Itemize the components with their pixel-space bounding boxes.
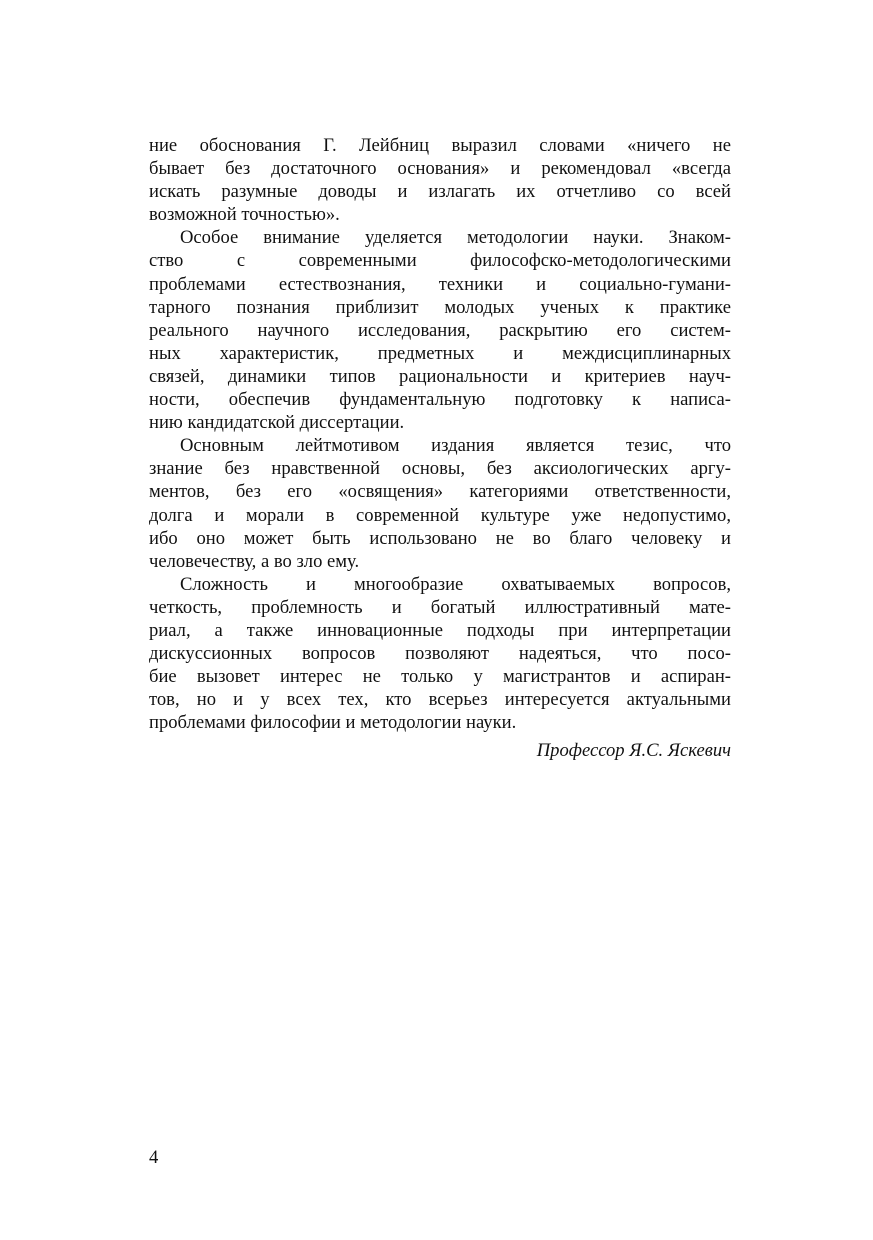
author-signature: Профессор Я.С. Яскевич [536,740,731,761]
body-text [149,134,731,734]
text-line: связей, динамики типов рациональности и критериев науч- [149,365,731,387]
text-line: проблемами естествознания, техники и социально-гумани- [149,273,731,295]
text-line: ние обоснования Г. Лейбниц выразил словами «ничего не [149,135,731,156]
text-line: ных характеристик, предметных и междисциплинарных [149,342,731,364]
text-line: возможной точностью». [149,204,340,226]
text-line: знание без нравственной основы, без аксиологических аргу- [149,458,731,480]
text-line: нию кандидатской диссертации. [149,412,405,434]
page-number: 4 [149,1147,159,1168]
text-line: Сложность и многообразие охватываемых вопросов, [180,573,731,595]
text-line: долга и морали в современной культуре уже недопустимо, [149,504,731,526]
text-line: ности, обеспечив фундаментальную подготовку к написа- [149,389,731,411]
text-line: тарного познания приблизит молодых ученых к практике [149,296,731,318]
text-line: бывает без достаточного основания» и рекомендовал «всегда [149,158,731,180]
text-line: Особое внимание уделяется методологии науки. Знаком- [180,227,731,249]
text-line: Основным лейтмотивом издания является тезис, что [180,435,731,457]
text-line: дискуссионных вопросов позволяют надеяться, что посо- [149,643,731,665]
text-line: реального научного исследования, раскрытию его систем- [149,319,731,341]
text-line: ибо оно может быть использовано не во благо человеку и [149,527,731,549]
text-line: бие вызовет интерес не только у магистрантов и аспиран- [149,666,731,688]
text-line: тов, но и у всех тех, кто всерьез интересуется актуальными [149,689,731,711]
text-line: искать разумные доводы и излагать их отчетливо со всей [149,181,731,203]
text-line: ство с современными философско-методологическими [149,250,731,272]
text-line: проблемами философии и методологии науки. [149,712,517,734]
text-line: риал, а также инновационные подходы при интерпретации [149,619,731,641]
text-line: человечеству, а во зло ему. [149,550,360,572]
text-line: ментов, без его «освящения» категориями ответственности, [149,481,731,503]
text-line: четкость, проблемность и богатый иллюстративный мате- [149,596,731,618]
